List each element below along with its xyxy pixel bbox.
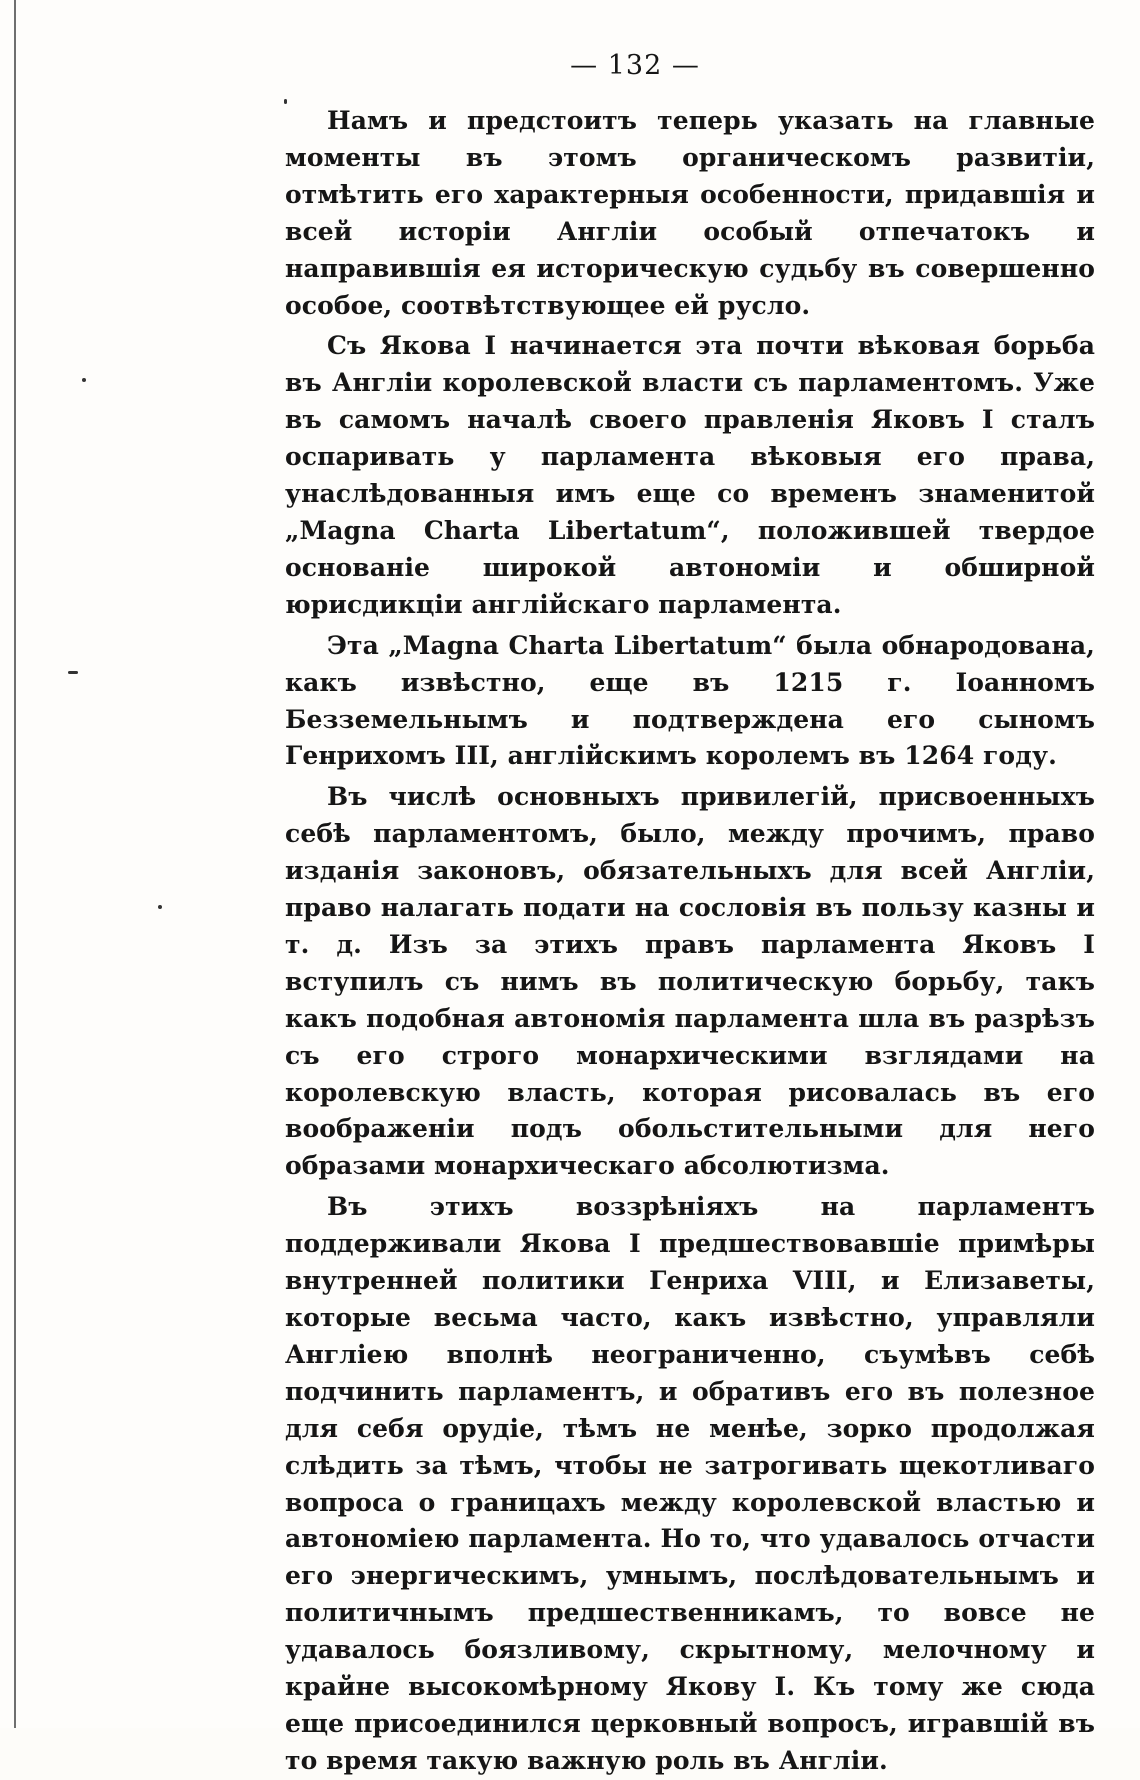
paragraph-4: Въ числѣ основныхъ привилегій, присвоенныхъ себѣ парламентомъ, было, между прочимъ, право изданія законовъ, обязательныхъ для всей Англіи, право налагать подати на сословія въ пользу казны и т. д. Изъ за этихъ правъ парламента Яковъ I вступилъ съ нимъ въ политическую борьбу, такъ какъ подобная автономія парламента шла въ разрѣзъ съ его строго монархическими взглядами на королевскую власть, которая рисовалась въ его воображеніи подъ обольстительными для него образами монархическаго абсолютизма. (285, 782, 1095, 1181)
paragraph-1: Намъ и предстоитъ теперь указать на главные моменты въ этомъ органическомъ развитіи, отмѣтить его характерныя особенности, придавшія и всей исторіи Англіи особый отпечатокъ и направившія ея историческую судьбу въ совершенно особое, соотвѣтствующее ей русло. (285, 106, 1095, 320)
margin-speck (158, 905, 162, 909)
paragraph-5: Въ этихъ воззрѣніяхъ на парламентъ поддерживали Якова I предшествовавшіе примѣры внутренней политики Генриха VIII, и Елизаветы, которые весьма часто, какъ извѣстно, управляли Англіею вполнѣ неограниченно, съумѣвъ себѣ подчинить парламентъ, и обративъ его въ полезное для себя орудіе, тѣмъ не менѣе, зорко продолжая слѣдить за тѣмъ, чтобы не затрогивать щекотливаго вопроса о границахъ между королевской властью и автономіею парламента. Но то, что удавалось отчасти его энергическимъ, умнымъ, послѣдовательнымъ и политичнымъ предшественникамъ, то вовсе не удавалось боязливому, скрытному, мелочному и крайне высокомѣрному Якову I. Къ тому же сюда еще присоединился церковный вопросъ, игравшій въ то время такую важную роль въ Англіи. (285, 1192, 1095, 1775)
margin-speck (82, 378, 86, 382)
page-number: — 132 — (570, 50, 700, 81)
text-column (285, 103, 1095, 1780)
margin-speck (68, 671, 78, 674)
page-edge-line (14, 0, 16, 1728)
paragraph-3: Эта „Magna Charta Libertatum“ была обнародована, какъ извѣстно, еще въ 1215 г. Іоанномъ Безземельнымъ и подтверждена его сыномъ Генрихомъ III, англійскимъ королемъ въ 1264 году. (285, 630, 1095, 771)
paragraph-2: Съ Якова I начинается эта почти вѣковая борьба въ Англіи королевской власти съ парламентомъ. Уже въ самомъ началѣ своего правленія Яковъ I сталъ оспаривать у парламента вѣковыя его права, унаслѣдованныя имъ еще со временъ знаменитой „Magna Charta Libertatum“, положившей твердое основаніе широкой автономіи и обширной юрисдикціи англійскаго парламента. (285, 331, 1095, 619)
